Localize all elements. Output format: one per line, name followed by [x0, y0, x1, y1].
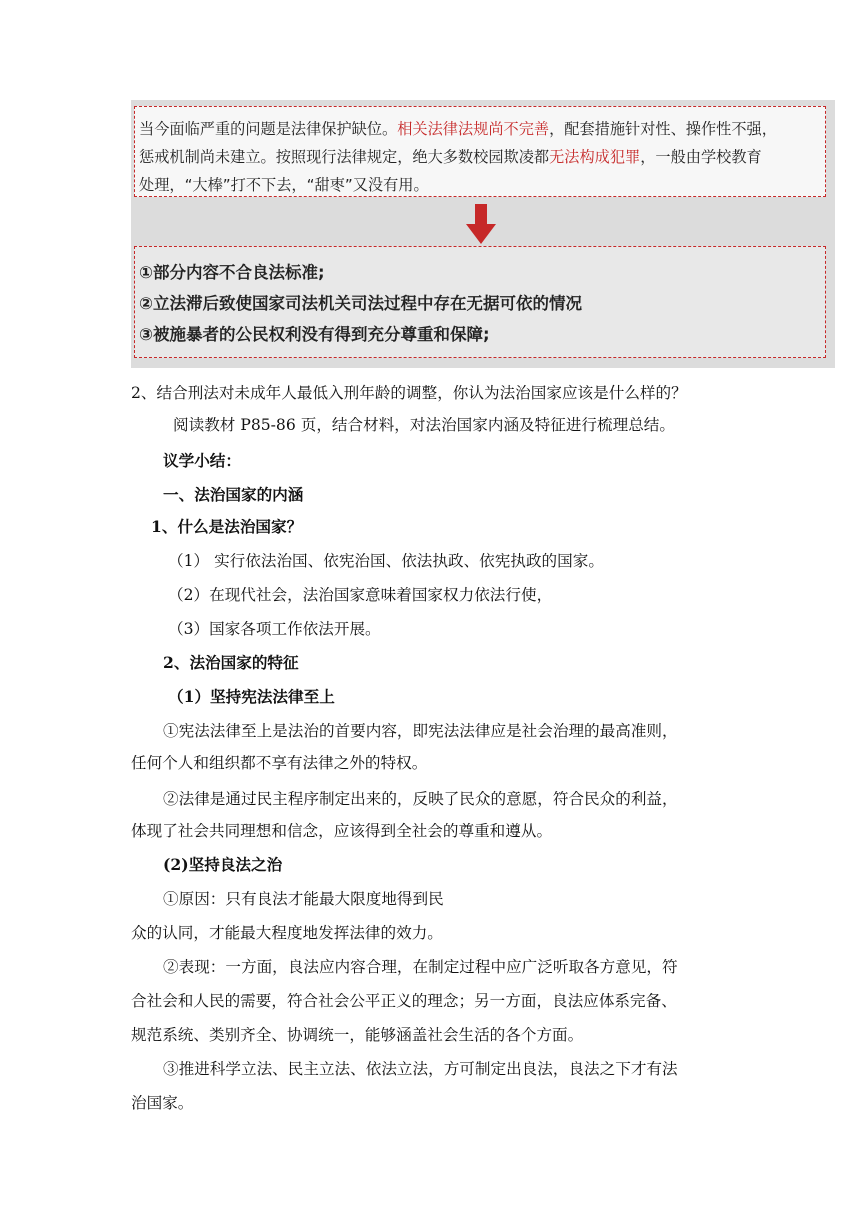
reading-instruction: 阅读教材 P85-86 页，结合材料，对法治国家内涵及特征进行梳理总结。 — [173, 416, 675, 434]
analysis-item-3: ③被施暴者的公民权利没有得到充分尊重和保障; — [139, 325, 490, 344]
feature-2-reason-line-2: 众的认同，才能最大程度地发挥法律的效力。 — [131, 924, 443, 942]
feature-2-approach-line-2: 治国家。 — [131, 1094, 194, 1112]
feature-1-para-1-line-1: ①宪法法律至上是法治的首要内容，即宪法法律应是社会治理的最高准则， — [163, 722, 678, 740]
subsection-1-1-heading: 1、什么是法治国家？ — [151, 517, 303, 536]
feature-1-para-2-line-1: ②法律是通过民主程序制定出来的，反映了民众的意愿，符合民众的利益， — [163, 790, 678, 808]
feature-2-manifestation-line-1: ②表现：一方面，良法应内容合理，在制定过程中应广泛听取各方意见，符 — [163, 958, 678, 976]
illustration-figure — [131, 100, 835, 368]
analysis-box — [134, 246, 826, 358]
problem-line-1: 当今面临严重的问题是法律保护缺位。相关法律法规尚不完善，配套措施针对性、操作性不强， — [139, 120, 777, 138]
feature-2-approach-line-1: ③推进科学立法、民主立法、依法立法，方可制定出良法，良法之下才有法 — [163, 1060, 678, 1078]
feature-1-para-1-line-2: 任何个人和组织都不享有法律之外的特权。 — [131, 754, 428, 772]
problem-box — [134, 106, 826, 197]
problem-line-2: 惩戒机制尚未建立。按照现行法律规定，绝大多数校园欺凌都无法构成犯罪，一般由学校教育 — [139, 148, 762, 166]
problem-line-3: 处理，“大棒”打不下去，“甜枣”又没有用。 — [139, 176, 429, 194]
summary-heading: 议学小结： — [163, 451, 241, 470]
section-1-heading: 一、法治国家的内涵 — [163, 485, 304, 504]
question-2: 2、结合刑法对未成年人最低入刑年龄的调整，你认为法治国家应该是什么样的？ — [131, 384, 687, 402]
definition-item-2: （2）在现代社会，法治国家意味着国家权力依法行使， — [168, 586, 553, 604]
feature-1-heading: （1）坚持宪法法律至上 — [168, 687, 335, 706]
definition-item-1: （1） 实行依法治国、依宪治国、依法执政、依宪执政的国家。 — [168, 552, 604, 570]
analysis-item-2: ②立法滞后致使国家司法机关司法过程中存在无据可依的情况 — [139, 294, 582, 313]
feature-2-manifestation-line-3: 规范系统、类别齐全、协调统一，能够涵盖社会生活的各个方面。 — [131, 1026, 584, 1044]
down-arrow-icon — [466, 204, 496, 244]
feature-2-heading: (2)坚持良法之治 — [163, 855, 283, 874]
analysis-item-1: ①部分内容不合良法标准; — [139, 263, 325, 282]
definition-item-3: （3）国家各项工作依法开展。 — [168, 620, 381, 638]
section-2-heading: 2、法治国家的特征 — [163, 653, 299, 672]
feature-1-para-2-line-2: 体现了社会共同理想和信念，应该得到全社会的尊重和遵从。 — [131, 822, 553, 840]
feature-2-reason-line-1: ①原因：只有良法才能最大限度地得到民 — [163, 890, 444, 908]
feature-2-manifestation-line-2: 合社会和人民的需要，符合社会公平正义的理念；另一方面，良法应体系完备、 — [131, 992, 677, 1010]
